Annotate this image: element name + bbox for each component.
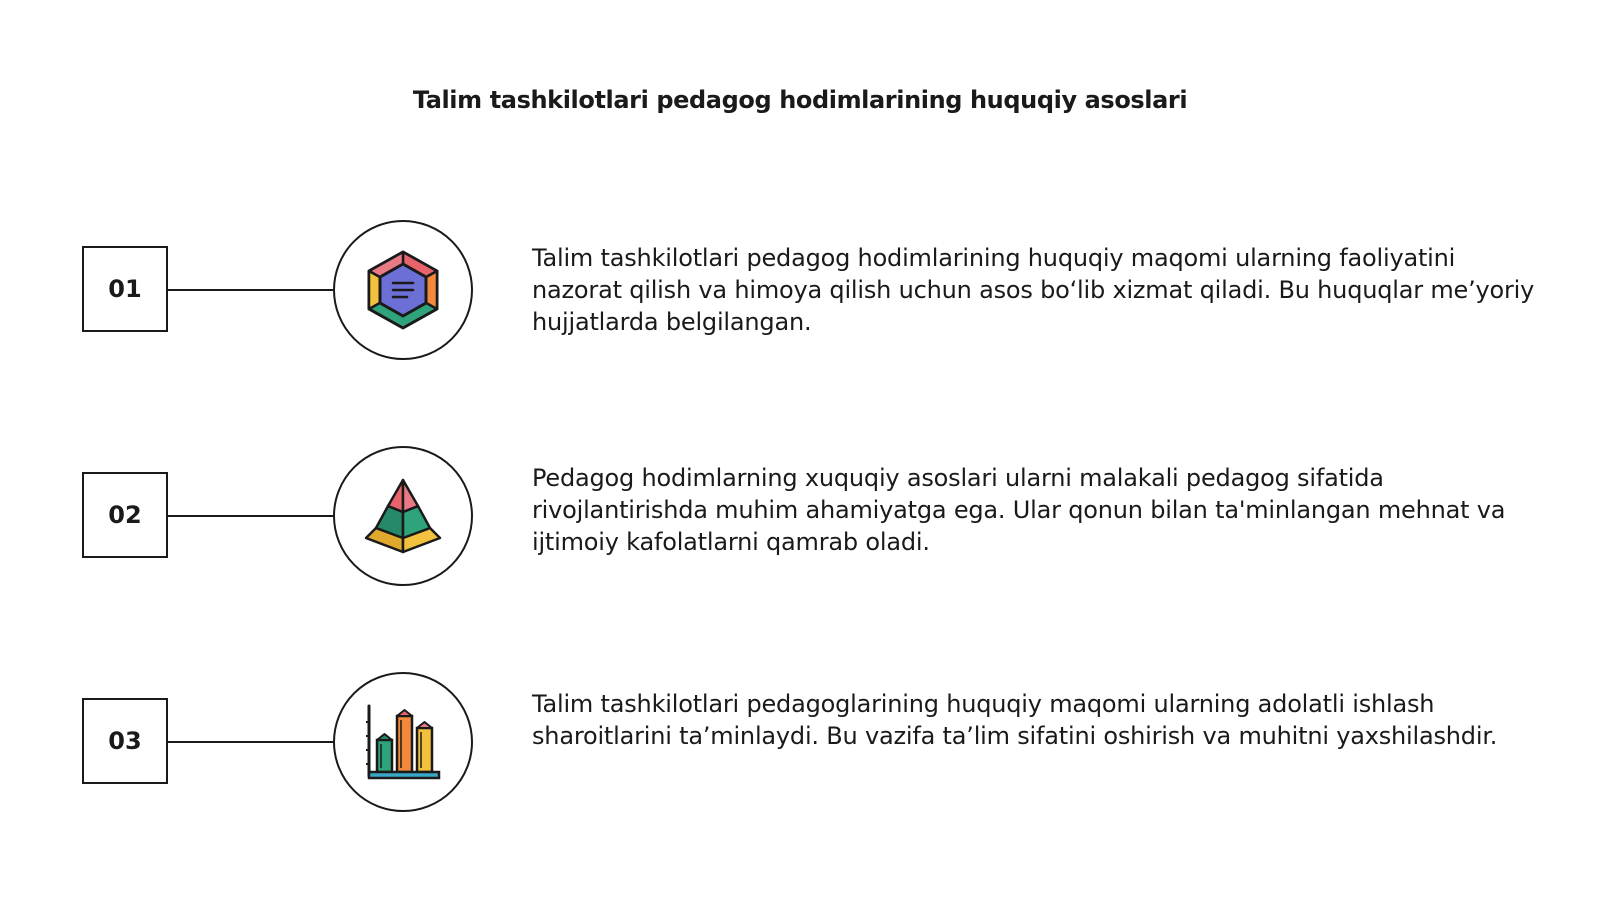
step-description: Talim tashkilotlari pedagog hodimlarining huquqiy maqomi ularning faoliyatini nazorat qilish va himoya qilish uchun asos bo‘lib xizmat qiladi. Bu huquqlar me’yoriy hujjatlarda belgilangan. — [532, 244, 1535, 336]
pyramid-icon — [362, 476, 444, 556]
step-icon-circle — [333, 446, 473, 586]
hexagon-document-icon — [365, 249, 441, 331]
step-number-box: 03 — [82, 698, 168, 784]
step-icon-circle — [333, 672, 473, 812]
step-description: Talim tashkilotlari pedagoglarining huquqiy maqomi ularning adolatli ishlash sharoitlarini ta’minlaydi. Bu vazifa ta’lim sifatini oshirish va muhitni yaxshilashdir. — [532, 690, 1498, 750]
step-number-box: 02 — [82, 472, 168, 558]
page-title: Talim tashkilotlari pedagog hodimlarining huquqiy asoslari — [412, 86, 1188, 114]
step-icon-circle — [333, 220, 473, 360]
connector-line — [168, 741, 333, 743]
step-description: Pedagog hodimlarning xuquqiy asoslari ularni malakali pedagog sifatida rivojlantirishda muhim ahamiyatga ega. Ular qonun bilan ta'minlangan mehnat va ijtimoiy kafolatlarni qamrab oladi. — [532, 464, 1506, 556]
connector-line — [168, 289, 333, 291]
bar-chart-icon — [363, 702, 443, 782]
connector-line — [168, 515, 333, 517]
step-row-3 — [0, 672, 1600, 812]
step-row-2 — [0, 446, 1600, 586]
step-number-box: 01 — [82, 246, 168, 332]
step-row-1 — [0, 220, 1600, 360]
